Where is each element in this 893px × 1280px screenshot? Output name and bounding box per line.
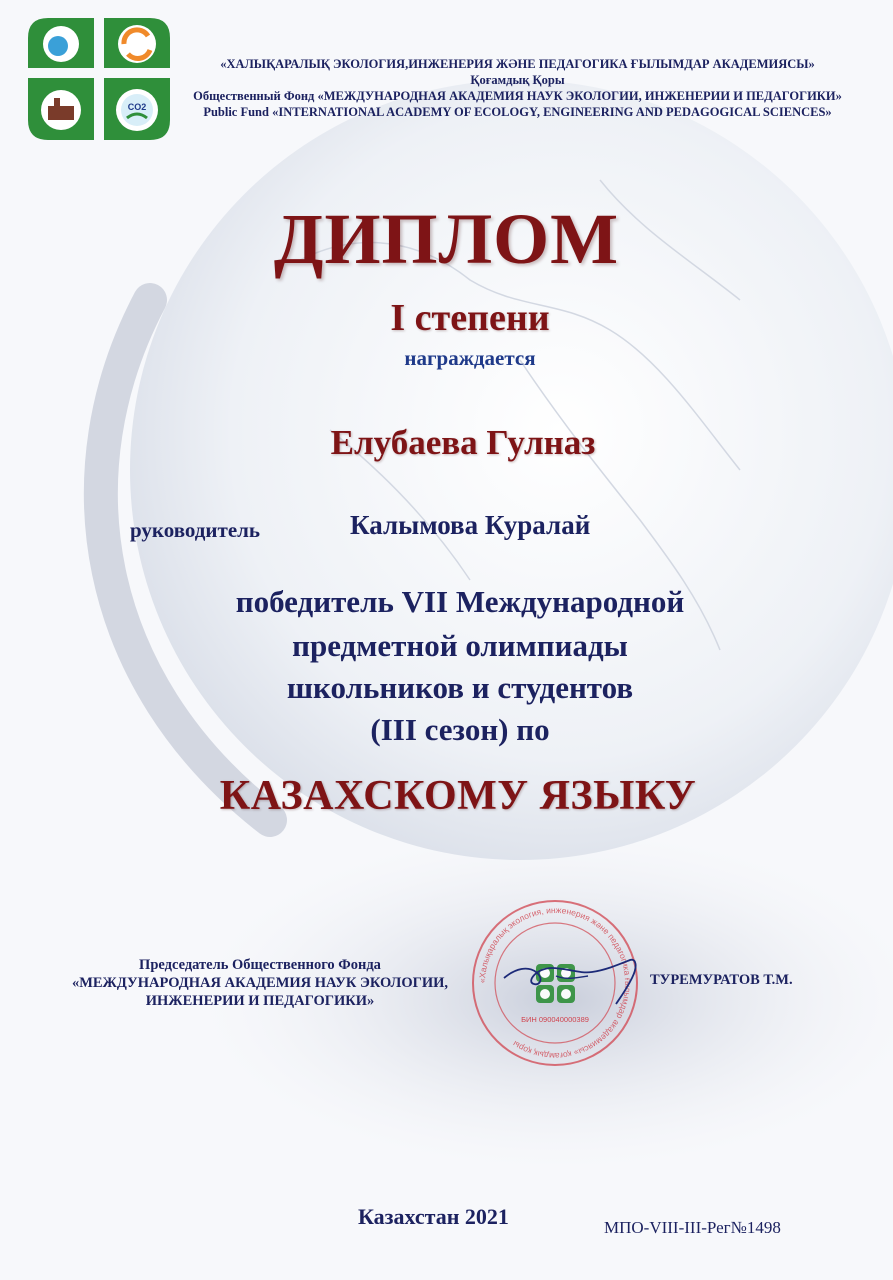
stamp-ring-text: «Халықаралық экология, инженерия және педагогика ғылымдар академиясы» қоғамдық қоры xyxy=(476,904,634,1062)
header-line-kazakh: «ХАЛЫҚАРАЛЫҚ ЭКОЛОГИЯ,ИНЖЕНЕРИЯ ЖӘНЕ ПЕДАГОГИКА ҒЫЛЫМДАР АКАДЕМИЯСЫ» xyxy=(220,57,815,71)
description-line: предметной олимпиады xyxy=(292,628,628,663)
diploma-degree: I степени xyxy=(390,297,550,339)
logo-co2-label: CO2 xyxy=(127,102,147,112)
description-line: школьников и студентов xyxy=(286,670,634,705)
registration-number: МПО-VIII-III-Рег№1498 xyxy=(604,1218,781,1237)
subject-title: КАЗАХСКОМУ ЯЗЫКУ xyxy=(219,773,697,819)
supervisor-name: Калымова Куралай xyxy=(350,510,591,540)
header-line-russian: Общественный Фонд «МЕЖДУНАРОДНАЯ АКАДЕМИЯ НАУК ЭКОЛОГИИ, ИНЖЕНЕРИИ И ПЕДАГОГИКИ» xyxy=(193,89,842,103)
academy-logo-icon xyxy=(20,10,178,148)
chair-title-line: Председатель Общественного Фонда xyxy=(139,957,381,973)
header-line-fund: Қоғамдық Қоры xyxy=(470,73,565,87)
description-line: победитель VII Международной xyxy=(235,584,685,619)
diploma-title: ДИПЛОМ xyxy=(273,199,620,279)
description-line: (III сезон) по xyxy=(370,712,550,747)
supervisor-label: руководитель xyxy=(130,518,261,542)
header-line-english: Public Fund «INTERNATIONAL ACADEMY OF ECOLOGY, ENGINEERING AND PEDAGOGICAL SCIENCES» xyxy=(203,105,832,119)
chair-org-line: ИНЖЕНЕРИИ И ПЕДАГОГИКИ» xyxy=(145,993,375,1009)
stamp-bin: БИН 090040000389 xyxy=(521,1015,589,1024)
chair-org-line: «МЕЖДУНАРОДНАЯ АКАДЕМИЯ НАУК ЭКОЛОГИИ, xyxy=(71,975,449,991)
awarded-label: награждается xyxy=(404,346,536,370)
signer-name: ТУРЕМУРАТОВ Т.М. xyxy=(650,972,793,988)
issue-place-year: Казахстан 2021 xyxy=(358,1204,509,1229)
recipient-name: Елубаева Гулназ xyxy=(330,423,596,462)
handwritten-signature xyxy=(496,938,646,1008)
